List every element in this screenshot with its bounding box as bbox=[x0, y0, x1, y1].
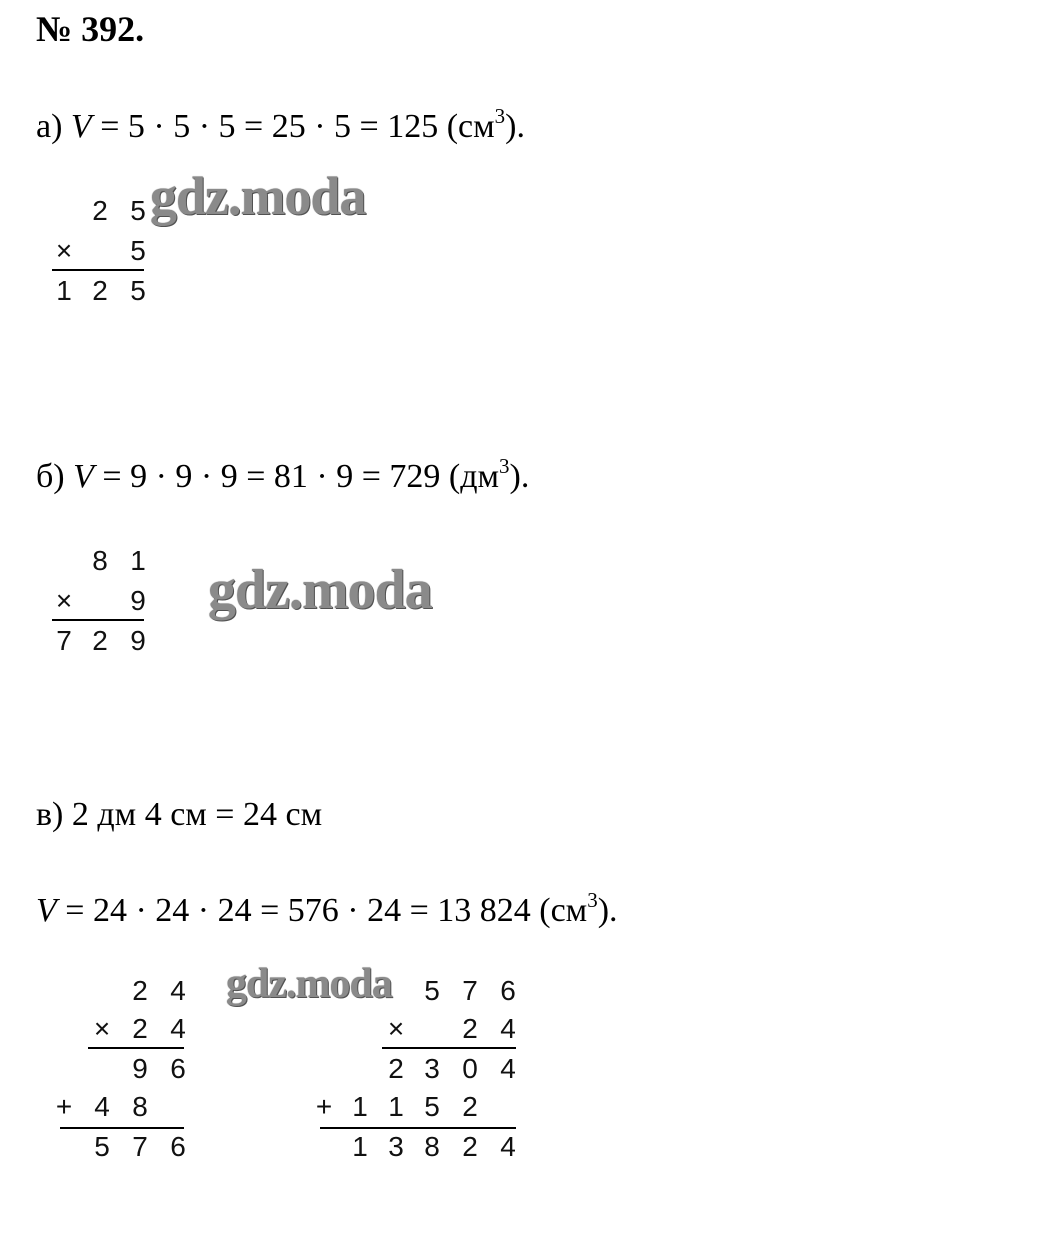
digit: 2 bbox=[388, 1053, 404, 1084]
equation-c-expr: = 24 · 24 · 24 = 576 · 24 = 13 824 (см bbox=[56, 892, 588, 929]
digit: 8 bbox=[92, 545, 108, 576]
plus-sign: + bbox=[315, 1091, 333, 1122]
equation-b-prefix: б) bbox=[36, 458, 74, 495]
equation-b-tail: ). bbox=[509, 458, 530, 495]
multiply-sign: × bbox=[55, 235, 73, 266]
digit: 9 bbox=[132, 1053, 148, 1084]
digit: 7 bbox=[56, 625, 72, 656]
digit: 2 bbox=[132, 975, 148, 1006]
digit: 3 bbox=[388, 1131, 404, 1162]
watermark: gdz.moda bbox=[226, 961, 392, 1007]
digit: 1 bbox=[352, 1091, 368, 1122]
equation-a-tail: ). bbox=[505, 108, 525, 145]
equation-b-exp: 3 bbox=[499, 454, 510, 478]
digit: 0 bbox=[462, 1053, 478, 1084]
watermark: gdz.moda bbox=[208, 559, 432, 621]
result-line bbox=[60, 1127, 184, 1129]
partial-line bbox=[88, 1047, 184, 1049]
digit: 6 bbox=[170, 1131, 186, 1162]
volume-var-a: V bbox=[70, 108, 92, 145]
digit: 5 bbox=[130, 275, 146, 306]
digit: 2 bbox=[92, 195, 108, 226]
digit: 3 bbox=[424, 1053, 440, 1084]
digit: 4 bbox=[500, 1053, 516, 1084]
equation-a bbox=[36, 104, 525, 146]
equation-a-expr: = 5 · 5 · 5 = 25 · 5 = 125 (см bbox=[91, 108, 495, 145]
equation-c-tail: ). bbox=[597, 892, 618, 929]
digit: 5 bbox=[94, 1131, 110, 1162]
digit: 2 bbox=[92, 625, 108, 656]
volume-var-b: V bbox=[73, 458, 94, 495]
digit: 1 bbox=[130, 545, 146, 576]
result-line bbox=[320, 1127, 516, 1129]
equation-b bbox=[36, 454, 529, 496]
digit: 5 bbox=[424, 1091, 440, 1122]
digit: 8 bbox=[424, 1131, 440, 1162]
digit: 4 bbox=[500, 1013, 516, 1044]
equation-b-expr: = 9 · 9 · 9 = 81 · 9 = 729 (дм bbox=[93, 458, 500, 495]
multiply-sign: × bbox=[55, 585, 73, 616]
digit: 9 bbox=[130, 625, 146, 656]
watermark: gdz.moda bbox=[150, 166, 366, 226]
digit: 5 bbox=[130, 195, 146, 226]
result-line bbox=[52, 269, 144, 271]
digit: 6 bbox=[170, 1053, 186, 1084]
digit: 2 bbox=[462, 1131, 478, 1162]
equation-a-prefix: а) bbox=[36, 108, 71, 145]
digit: 4 bbox=[94, 1091, 110, 1122]
digit: 9 bbox=[130, 585, 146, 616]
result-line bbox=[52, 619, 144, 621]
digit: 5 bbox=[424, 975, 440, 1006]
digit: 7 bbox=[132, 1131, 148, 1162]
partial-line bbox=[382, 1047, 516, 1049]
digit: 4 bbox=[170, 975, 186, 1006]
digit: 1 bbox=[56, 275, 72, 306]
multiply-sign: × bbox=[387, 1013, 405, 1044]
digit: 8 bbox=[132, 1091, 148, 1122]
equation-c bbox=[36, 888, 618, 930]
digit: 5 bbox=[130, 235, 146, 266]
digit: 2 bbox=[92, 275, 108, 306]
digit: 1 bbox=[388, 1091, 404, 1122]
volume-var-c: V bbox=[36, 892, 57, 929]
digit: 1 bbox=[352, 1131, 368, 1162]
equation-c-exp: 3 bbox=[587, 888, 598, 912]
problem-title: № 392. bbox=[36, 9, 145, 49]
digit: 4 bbox=[170, 1013, 186, 1044]
digit: 4 bbox=[500, 1131, 516, 1162]
digit: 7 bbox=[462, 975, 478, 1006]
digit: 6 bbox=[500, 975, 516, 1006]
digit: 2 bbox=[132, 1013, 148, 1044]
equation-a-exp: 3 bbox=[494, 104, 506, 128]
equation-c-conversion: в) 2 дм 4 см = 24 см bbox=[36, 796, 323, 833]
digit: 2 bbox=[462, 1013, 478, 1044]
multiply-sign: × bbox=[93, 1013, 111, 1044]
digit: 2 bbox=[462, 1091, 478, 1122]
plus-sign: + bbox=[55, 1091, 73, 1122]
